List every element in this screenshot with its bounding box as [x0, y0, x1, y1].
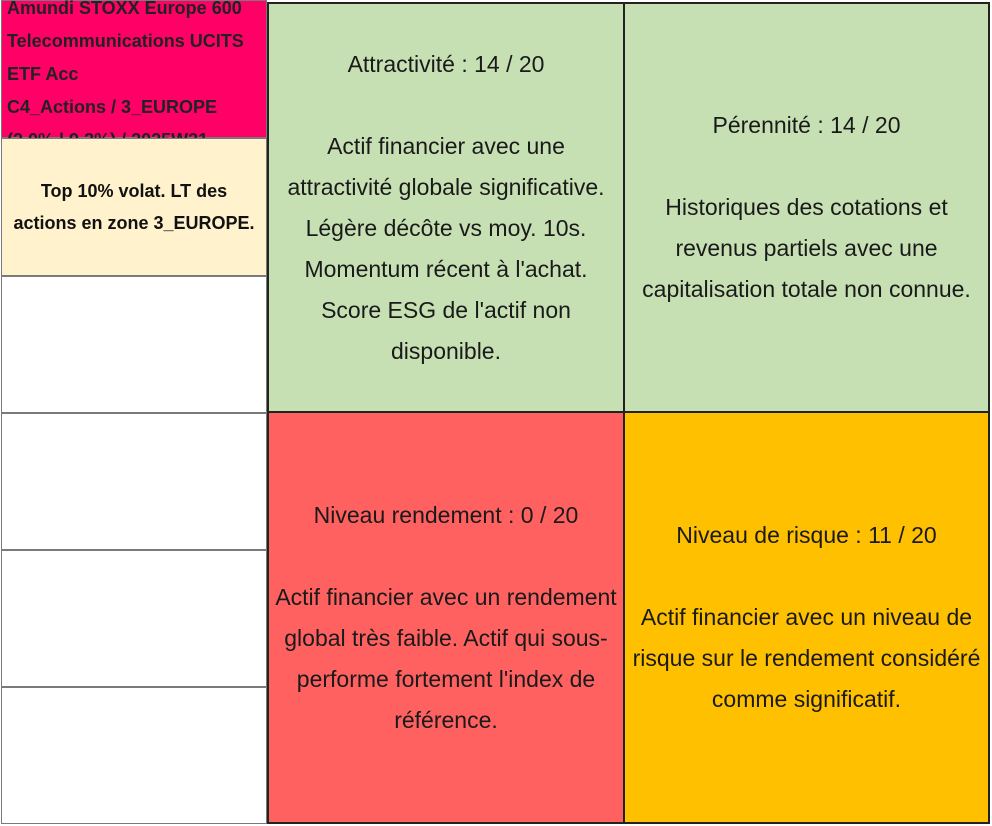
- empty-cell: [1, 413, 267, 550]
- asset-title-text: [7, 0, 264, 157]
- rendement-panel: [267, 411, 625, 824]
- risque-score: Niveau de risque : 11 / 20: [676, 522, 937, 548]
- attractivite-score: Attractivité : 14 / 20: [347, 50, 545, 77]
- rendement-description: Actif financier avec un rendement global très faible. Actif qui sous-performe fortement l'index de référence.: [275, 583, 617, 733]
- asset-title-cell: [1, 0, 267, 138]
- perennite-score: Pérennité : 14 / 20: [712, 112, 901, 138]
- asset-title-line: Telecommunications UCITS: [7, 31, 244, 51]
- risque-description: Actif financier avec un niveau de risque sur le rendement considéré comme significatif.: [632, 604, 981, 712]
- risque-panel: [623, 411, 990, 824]
- volatility-note-cell: [1, 138, 267, 276]
- attractivite-panel: [267, 2, 625, 413]
- empty-cell: [1, 687, 267, 824]
- empty-cell: [1, 276, 267, 413]
- empty-cell: [1, 550, 267, 687]
- perennite-panel: [623, 2, 990, 413]
- volatility-note: Top 10% volat. LT des actions en zone 3_EUROPE.: [13, 181, 255, 233]
- attractivite-description: Actif financier avec une attractivité globale significative. Légère décôte vs moy. 10s. Momentum récent à l'achat. Score ESG de l'actif non disponible.: [287, 132, 605, 364]
- perennite-description: Historiques des cotations et revenus partiels avec une capitalisation totale non connue.: [642, 194, 971, 302]
- rendement-score: Niveau rendement : 0 / 20: [313, 501, 579, 528]
- asset-category-line: C4_Actions / 3_EUROPE: [7, 97, 218, 117]
- asset-title-line: ETF Acc: [7, 64, 79, 84]
- asset-title-line: Amundi STOXX Europe 600: [7, 0, 242, 18]
